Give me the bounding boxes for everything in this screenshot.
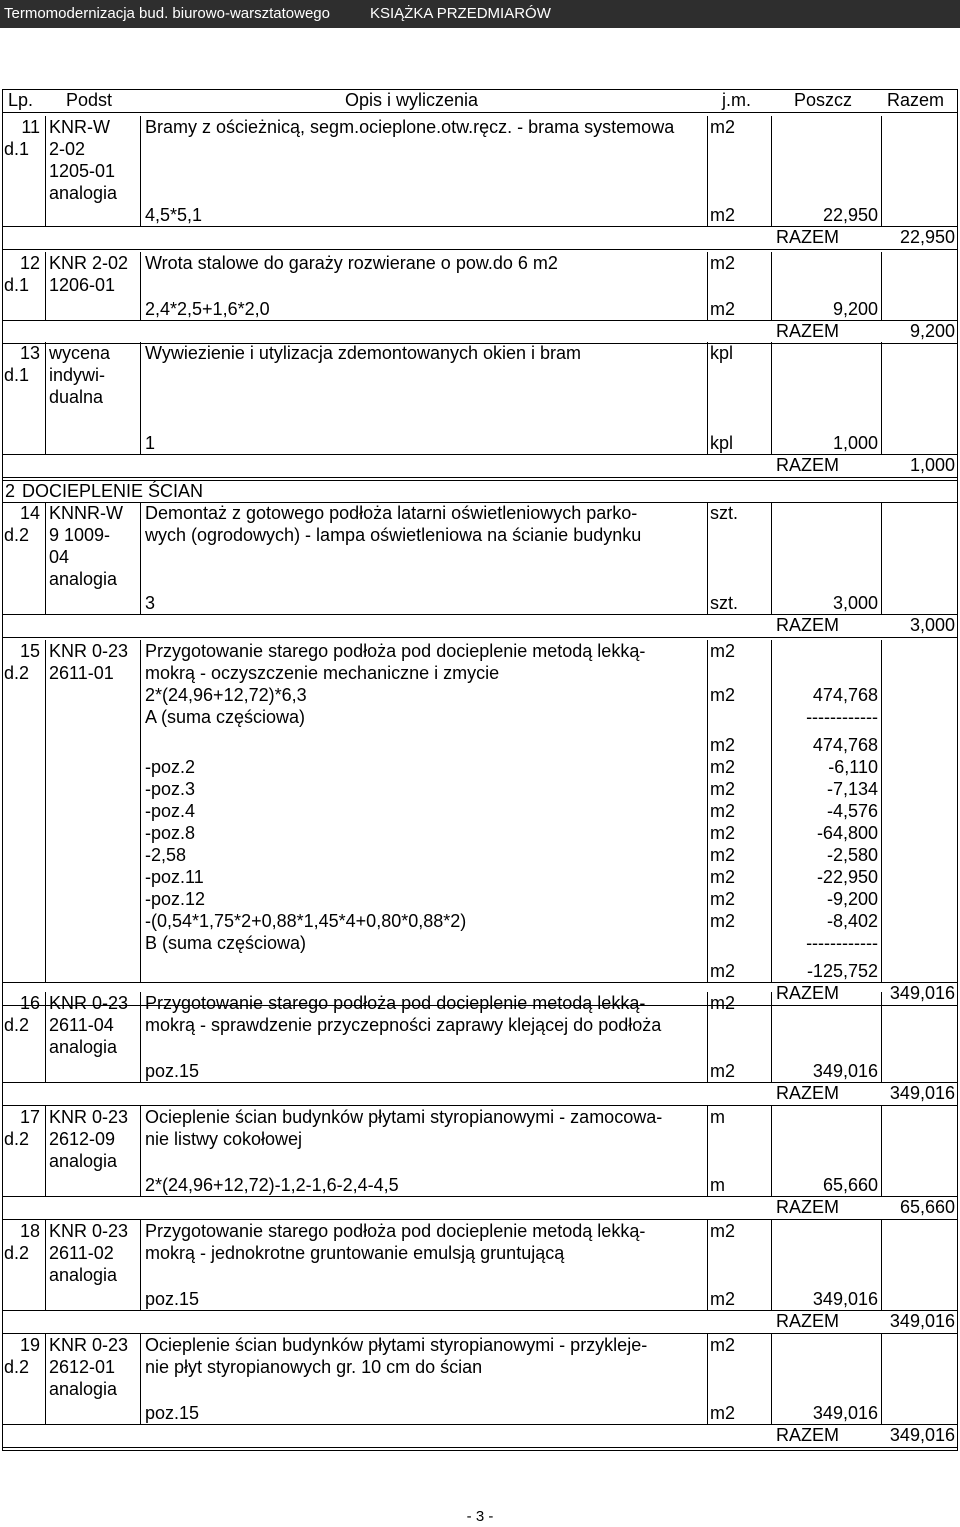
column-divider: [881, 252, 882, 320]
calc-value: 474,768: [812, 735, 878, 755]
row-separator: [2, 1447, 958, 1448]
column-divider: [45, 342, 46, 454]
document-header-bar: [0, 0, 960, 28]
calc-expression: poz.15: [145, 1289, 200, 1309]
calc-value: -8,402: [826, 911, 878, 931]
column-header-jm: j.m.: [722, 90, 751, 110]
calc-expression: 1: [145, 433, 156, 453]
calc-value: -2,580: [826, 845, 878, 865]
calc-unit: m2: [710, 845, 736, 865]
item-unit: kpl: [710, 343, 734, 363]
item-basis-line: 2611-04: [49, 1015, 114, 1035]
item-number: 18: [19, 1221, 40, 1241]
item-number: 12: [19, 253, 40, 273]
calc-value: -6,110: [828, 757, 878, 777]
item-basis-line: analogia: [49, 1151, 118, 1171]
item-unit: m2: [710, 641, 736, 661]
total-value: 3,000: [909, 615, 955, 635]
item-basis-line: KNR 0-23: [49, 1335, 129, 1355]
calc-expression: A (suma częściowa): [145, 707, 306, 727]
item-basis-line: 9 1009-: [49, 525, 111, 545]
item-description-line: Przygotowanie starego podłoża pod docieplenie metodą lekką-: [145, 1221, 646, 1241]
item-description-line: nie listwy cokołowej: [145, 1129, 303, 1149]
calc-expression: -(0,54*1,75*2+0,88*1,45*4+0,80*0,88*2): [145, 911, 467, 931]
calc-unit: m2: [710, 299, 736, 319]
calc-unit: m2: [710, 735, 736, 755]
item-section: d.2: [4, 663, 30, 683]
item-basis-line: KNR-W: [49, 117, 110, 137]
column-divider: [771, 1334, 772, 1424]
item-section: d.2: [4, 1357, 30, 1377]
calc-value: 22,950: [822, 205, 878, 225]
calc-expression: -poz.3: [145, 779, 196, 799]
column-divider: [140, 502, 141, 614]
column-header-opis: Opis i wyliczenia: [345, 90, 479, 110]
calc-expression: B (suma częściowa): [145, 933, 307, 953]
calc-value: 349,016: [812, 1403, 878, 1423]
total-value: 349,016: [889, 983, 955, 1003]
column-divider: [45, 992, 46, 1082]
item-section: d.1: [4, 139, 30, 159]
column-divider: [771, 116, 772, 226]
calc-value: -125,752: [806, 961, 878, 981]
item-basis-line: wycena: [49, 343, 111, 363]
project-title: Termomodernizacja bud. biurowo-warsztatowego: [4, 5, 330, 22]
item-description-line: Przygotowanie starego podłoża pod docieplenie metodą lekką-: [145, 641, 646, 661]
calc-unit: m2: [710, 779, 736, 799]
calc-expression: -poz.8: [145, 823, 196, 843]
item-description-line: Ocieplenie ścian budynków płytami styropianowymi - przykleje-: [145, 1335, 648, 1355]
item-description-line: nie płyt styropianowych gr. 10 cm do ścian: [145, 1357, 483, 1377]
column-divider: [881, 640, 882, 982]
column-divider: [140, 116, 141, 226]
column-header-poszcz: Poszcz: [794, 90, 853, 110]
item-description-line: mokrą - jednokrotne gruntowanie emulsją gruntującą: [145, 1243, 565, 1263]
item-description-line: Wrota stalowe do garaży rozwierane o pow.do 6 m2: [145, 253, 558, 273]
item-unit: m2: [710, 1335, 736, 1355]
calc-unit: m2: [710, 1289, 736, 1309]
row-separator: [2, 637, 958, 638]
column-divider: [140, 1334, 141, 1424]
item-description-line: Ocieplenie ścian budynków płytami styropianowymi - zamocowa-: [145, 1107, 663, 1127]
column-divider: [707, 1334, 708, 1424]
calc-unit: m2: [710, 823, 736, 843]
calc-unit: kpl: [710, 433, 734, 453]
calc-expression: 3: [145, 593, 156, 613]
column-divider: [771, 640, 772, 982]
calc-expression: -poz.2: [145, 757, 196, 777]
calc-unit: szt.: [710, 593, 739, 613]
total-label: RAZEM: [776, 615, 839, 635]
column-divider: [771, 1220, 772, 1310]
calc-unit: m2: [710, 685, 736, 705]
item-number: 16: [19, 993, 40, 1013]
item-basis-line: KNR 2-02: [49, 253, 129, 273]
item-basis-line: 1205-01: [49, 161, 116, 181]
item-description-line: Przygotowanie starego podłoża pod docieplenie metodą lekką-: [145, 993, 646, 1013]
calc-value: -4,576: [826, 801, 878, 821]
item-basis-line: analogia: [49, 569, 118, 589]
calc-expression: 2*(24,96+12,72)-1,2-1,6-2,4-4,5: [145, 1175, 399, 1195]
column-divider: [771, 992, 772, 1082]
total-label: RAZEM: [776, 455, 839, 475]
calc-unit: m2: [710, 757, 736, 777]
item-basis-line: dualna: [49, 387, 104, 407]
item-basis-line: KNR 0-23: [49, 1221, 129, 1241]
item-unit: szt.: [710, 503, 739, 523]
item-number: 14: [19, 503, 40, 523]
column-divider: [881, 116, 882, 226]
column-divider: [140, 640, 141, 982]
item-description-line: mokrą - oczyszczenie mechaniczne i zmycie: [145, 663, 500, 683]
item-unit: m2: [710, 993, 736, 1013]
item-basis-line: KNNR-W: [49, 503, 123, 523]
column-header-lp: Lp.: [8, 90, 34, 110]
calc-value: 474,768: [812, 685, 878, 705]
column-divider: [707, 992, 708, 1082]
item-section: d.1: [4, 365, 30, 385]
item-basis-line: KNR 0-23: [49, 641, 129, 661]
document-title: KSIĄŻKA PRZEDMIARÓW: [370, 5, 551, 22]
total-value: 1,000: [909, 455, 955, 475]
item-number: 13: [19, 343, 40, 363]
calc-expression: -poz.11: [145, 867, 204, 887]
calc-unit: m2: [710, 961, 736, 981]
column-divider: [881, 1334, 882, 1424]
row-separator: [2, 1450, 958, 1451]
column-divider: [707, 640, 708, 982]
calc-value: 65,660: [822, 1175, 878, 1195]
item-number: 11: [21, 117, 40, 137]
item-unit: m2: [710, 117, 736, 137]
column-header-podst: Podst: [66, 90, 113, 110]
total-label: RAZEM: [776, 1197, 839, 1217]
column-divider: [881, 992, 882, 1082]
total-label: RAZEM: [776, 227, 839, 247]
column-divider: [140, 252, 141, 320]
row-separator: [2, 112, 958, 113]
calc-expression: 2*(24,96+12,72)*6,3: [145, 685, 307, 705]
calc-expression: poz.15: [145, 1061, 200, 1081]
section-number: 2: [4, 481, 15, 501]
item-basis-line: KNR 0-23: [49, 1107, 129, 1127]
calc-unit: m2: [710, 911, 736, 931]
calc-value: -64,800: [816, 823, 878, 843]
column-divider: [140, 992, 141, 1082]
item-description-line: Bramy z ościeżnicą, segm.ocieplone.otw.ręcz. - brama systemowa: [145, 117, 675, 137]
column-divider: [707, 116, 708, 226]
item-description-line: wych (ogrodowych) - lampa oświetleniowa na ścianie budynku: [145, 525, 642, 545]
item-basis-line: analogia: [49, 183, 118, 203]
column-divider: [707, 1106, 708, 1196]
calc-value: 9,200: [832, 299, 878, 319]
item-basis-line: indywi-: [49, 365, 106, 385]
total-value: 349,016: [889, 1425, 955, 1445]
total-label: RAZEM: [776, 321, 839, 341]
calc-expression: -poz.12: [145, 889, 206, 909]
item-section: d.1: [4, 275, 30, 295]
column-divider: [45, 1334, 46, 1424]
calc-value: -7,134: [826, 779, 878, 799]
item-unit: m: [710, 1107, 725, 1127]
column-divider: [45, 1106, 46, 1196]
column-divider: [881, 502, 882, 614]
calc-expression: -poz.4: [145, 801, 196, 821]
calc-unit: m: [710, 1175, 725, 1195]
table-border-left: [2, 89, 3, 1450]
item-number: 19: [19, 1335, 40, 1355]
column-divider: [45, 502, 46, 614]
total-value: 22,950: [899, 227, 955, 247]
item-section: d.2: [4, 1015, 30, 1035]
table-border-right: [957, 89, 958, 1450]
calc-unit: m2: [710, 1061, 736, 1081]
total-value: 349,016: [889, 1311, 955, 1331]
column-divider: [771, 1106, 772, 1196]
item-basis-line: 2-02: [49, 139, 86, 159]
column-header-razem: Razem: [887, 90, 945, 110]
calc-value: 349,016: [812, 1061, 878, 1081]
column-divider: [881, 342, 882, 454]
item-number: 15: [19, 641, 40, 661]
column-divider: [140, 1220, 141, 1310]
item-number: 17: [19, 1107, 40, 1127]
item-description-line: Wywiezienie i utylizacja zdemontowanych okien i bram: [145, 343, 582, 363]
row-separator: [2, 480, 958, 481]
calc-unit: m2: [710, 801, 736, 821]
item-description-line: Demontaż z gotowego podłoża latarni oświetleniowych parko-: [145, 503, 638, 523]
total-label: RAZEM: [776, 1083, 839, 1103]
column-divider: [707, 1220, 708, 1310]
column-divider: [45, 116, 46, 226]
item-section: d.2: [4, 1243, 30, 1263]
column-divider: [771, 502, 772, 614]
calc-value: 1,000: [832, 433, 878, 453]
calc-expression: 2,4*2,5+1,6*2,0: [145, 299, 270, 319]
item-basis-line: 04: [49, 547, 70, 567]
total-value: 349,016: [889, 1083, 955, 1103]
item-basis-line: 2611-01: [49, 663, 114, 683]
calc-value: ------------: [806, 707, 878, 727]
column-divider: [771, 252, 772, 320]
total-value: 65,660: [899, 1197, 955, 1217]
item-unit: m2: [710, 253, 736, 273]
column-divider: [45, 252, 46, 320]
column-divider: [881, 1106, 882, 1196]
item-basis-line: 2611-02: [49, 1243, 114, 1263]
column-divider: [140, 342, 141, 454]
column-divider: [140, 1106, 141, 1196]
calc-value: -22,950: [816, 867, 878, 887]
calc-expression: 4,5*5,1: [145, 205, 203, 225]
calc-unit: m2: [710, 1403, 736, 1423]
item-basis-line: KNR 0-23: [49, 993, 129, 1013]
calc-expression: -2,58: [145, 845, 187, 865]
item-basis-line: analogia: [49, 1265, 118, 1285]
row-separator: [2, 477, 958, 478]
item-section: d.2: [4, 525, 30, 545]
column-divider: [881, 1220, 882, 1310]
calc-value: -9,200: [826, 889, 878, 909]
page-number: - 3 -: [466, 1508, 494, 1525]
calc-unit: m2: [710, 205, 736, 225]
column-divider: [45, 1220, 46, 1310]
calc-value: 3,000: [832, 593, 878, 613]
total-value: 9,200: [909, 321, 955, 341]
calc-unit: m2: [710, 889, 736, 909]
column-divider: [771, 342, 772, 454]
calc-value: ------------: [806, 933, 878, 953]
item-basis-line: 2612-09: [49, 1129, 116, 1149]
item-section: d.2: [4, 1129, 30, 1149]
total-label: RAZEM: [776, 983, 839, 1003]
total-label: RAZEM: [776, 1311, 839, 1331]
item-basis-line: analogia: [49, 1037, 118, 1057]
column-divider: [707, 502, 708, 614]
column-divider: [45, 640, 46, 982]
calc-unit: m2: [710, 867, 736, 887]
item-basis-line: 2612-01: [49, 1357, 116, 1377]
item-unit: m2: [710, 1221, 736, 1241]
column-divider: [707, 252, 708, 320]
section-title: DOCIEPLENIE ŚCIAN: [22, 481, 204, 501]
item-basis-line: analogia: [49, 1379, 118, 1399]
item-basis-line: 1206-01: [49, 275, 116, 295]
row-separator: [2, 249, 958, 250]
calc-expression: poz.15: [145, 1403, 200, 1423]
item-description-line: mokrą - sprawdzenie przyczepności zaprawy klejącej do podłoża: [145, 1015, 662, 1035]
column-divider: [707, 342, 708, 454]
calc-value: 349,016: [812, 1289, 878, 1309]
total-label: RAZEM: [776, 1425, 839, 1445]
